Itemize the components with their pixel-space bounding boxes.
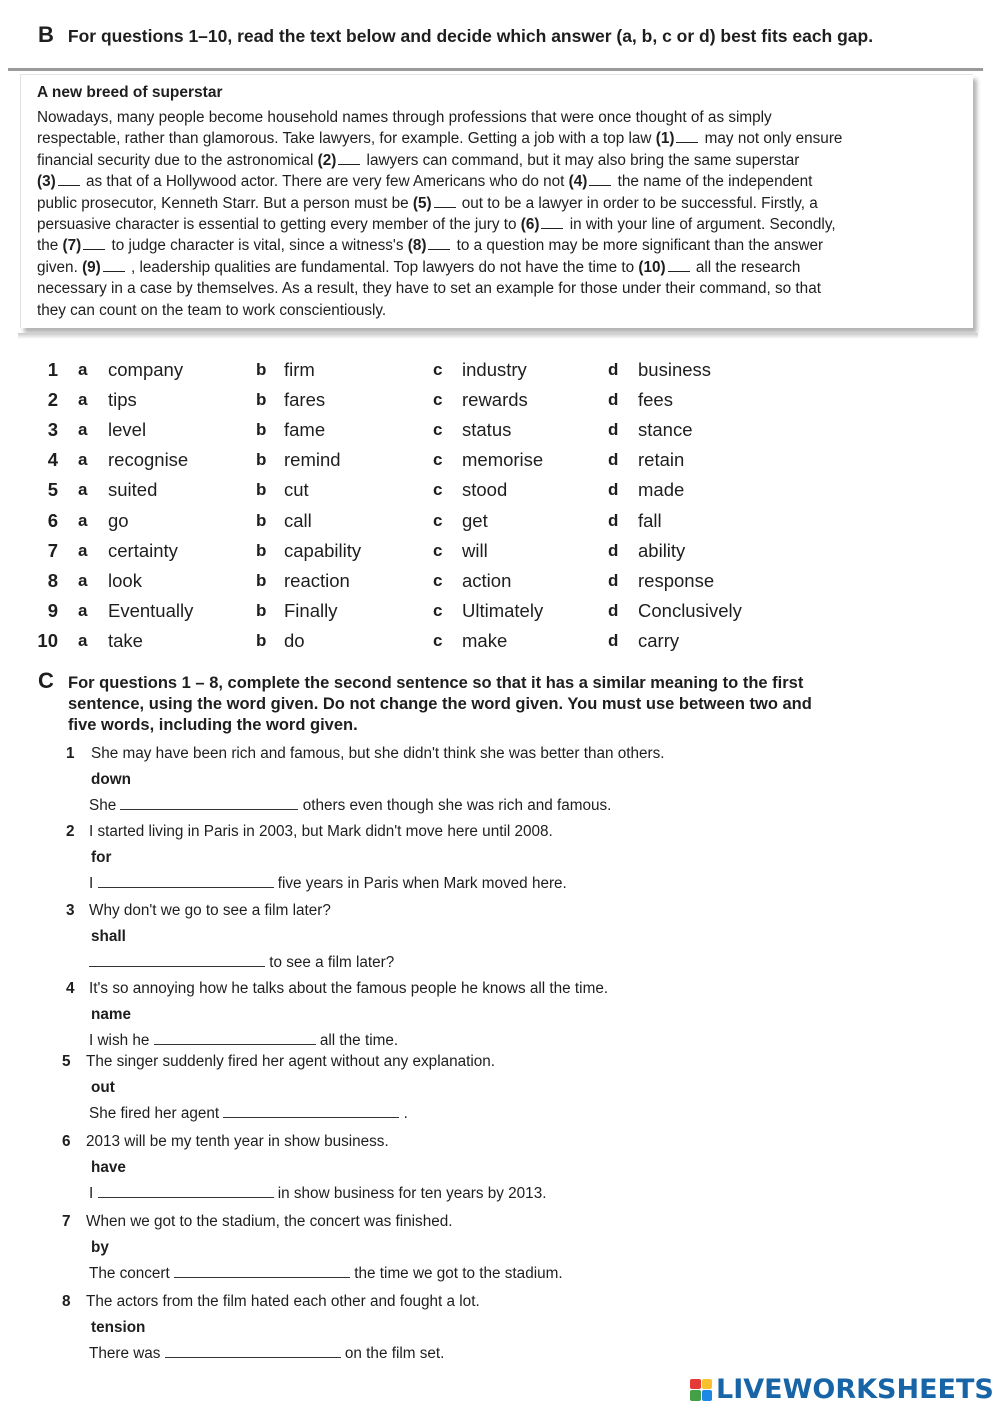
- option-c[interactable]: industry: [462, 359, 527, 380]
- answer-blank[interactable]: [89, 956, 265, 967]
- option-letter: a: [78, 570, 88, 590]
- section-c-letter: C: [38, 668, 54, 693]
- passage-line: [37, 237, 823, 255]
- option-c[interactable]: rewards: [462, 389, 528, 411]
- option-c[interactable]: will: [462, 539, 488, 561]
- gap-number: (2): [317, 151, 337, 169]
- option-a[interactable]: look: [108, 569, 142, 591]
- option-letter: c: [433, 360, 443, 379]
- sentence-end: on the film set.: [344, 1345, 445, 1362]
- option-letter: b: [256, 630, 267, 650]
- option-letter: d: [608, 600, 619, 620]
- passage-line: [37, 152, 799, 170]
- passage-text-segment: as that of a Hollywood actor. There are very few Americans who do not: [81, 173, 569, 191]
- option-c[interactable]: memorise: [462, 449, 544, 471]
- sentence-end: all the time.: [319, 1032, 399, 1049]
- key-word: tension: [91, 1319, 146, 1336]
- box-shadow-divider: [18, 333, 978, 339]
- gap-number: (3): [37, 173, 56, 191]
- original-sentence: I started living in Paris in 2003, but Mark didn't move here until 2008.: [89, 823, 553, 840]
- option-letter: b: [256, 360, 267, 379]
- option-letter: a: [78, 480, 88, 500]
- answer-blank[interactable]: [174, 1267, 350, 1278]
- option-letter: a: [78, 420, 88, 440]
- original-sentence: It's so annoying how he talks about the famous people he knows all the time.: [89, 980, 609, 997]
- sentence-end: to see a film later?: [269, 954, 395, 971]
- sentence-end: others even though she was rich and famous.: [302, 797, 612, 814]
- option-a[interactable]: level: [108, 419, 147, 441]
- answer-blank[interactable]: [120, 799, 298, 810]
- option-letter: d: [608, 390, 619, 410]
- passage-text-segment: in with your line of argument. Secondly,: [565, 216, 836, 233]
- passage-text-segment: to judge character is vital, since a witness's: [107, 237, 408, 255]
- question-number: 4: [47, 449, 58, 471]
- liveworksheets-logo: [690, 1374, 994, 1405]
- passage-line: [37, 109, 772, 127]
- answer-blank[interactable]: [98, 1187, 274, 1198]
- option-a[interactable]: take: [108, 629, 143, 651]
- question-number: 7: [47, 539, 58, 561]
- section-c-instruction: For questions 1 – 8, complete the second sentence so that it has a similar meaning to the first sentence, using the word given. Do not change the word given. You must use between two and five words, including the word given.: [68, 674, 812, 734]
- option-letter: d: [608, 480, 619, 500]
- option-a[interactable]: Eventually: [108, 599, 194, 621]
- logo-mark-icon: [690, 1379, 712, 1401]
- option-d[interactable]: fall: [638, 509, 662, 531]
- passage-text-segment: they can count on the team to work conscientiously.: [37, 301, 387, 319]
- item-number: 3: [66, 902, 75, 919]
- original-sentence: The actors from the film hated each other and fought a lot.: [86, 1293, 480, 1310]
- original-sentence: 2013 will be my tenth year in show business.: [86, 1133, 389, 1150]
- option-letter: d: [608, 450, 619, 470]
- section-b-letter: B: [38, 22, 54, 47]
- option-letter: c: [433, 450, 443, 470]
- passage-line: [37, 130, 842, 148]
- passage-text-segment: out to be a lawyer in order to be successful. Firstly, a: [457, 194, 818, 212]
- gap-number: (4): [568, 173, 588, 191]
- option-a[interactable]: suited: [108, 479, 158, 501]
- divider: [8, 68, 983, 71]
- option-letter: d: [608, 540, 619, 560]
- option-letter: b: [256, 480, 267, 500]
- option-b[interactable]: cut: [284, 479, 309, 501]
- passage-line: [37, 259, 800, 277]
- option-b[interactable]: firm: [284, 359, 315, 380]
- option-d[interactable]: response: [638, 569, 715, 591]
- option-letter: a: [78, 510, 88, 530]
- item-number: 1: [66, 745, 75, 762]
- option-letter: b: [256, 420, 267, 440]
- option-d[interactable]: business: [638, 359, 712, 380]
- option-c[interactable]: make: [462, 629, 508, 651]
- option-letter: c: [433, 420, 443, 440]
- sentence-start: She: [89, 797, 117, 814]
- option-c[interactable]: status: [462, 419, 512, 441]
- passage-text-segment: given.: [37, 258, 83, 276]
- option-b[interactable]: reaction: [284, 569, 350, 591]
- option-c[interactable]: stood: [462, 479, 508, 501]
- gap-blank[interactable]: [589, 174, 611, 186]
- sentence-start: She fired her agent: [89, 1105, 220, 1122]
- question-number: 8: [47, 569, 58, 591]
- sentence-end: five years in Paris when Mark moved here.: [277, 875, 567, 892]
- option-letter: a: [78, 360, 88, 379]
- sentence-start: I wish he: [89, 1032, 150, 1049]
- option-letter: c: [433, 600, 443, 620]
- gap-number: (9): [82, 258, 101, 276]
- option-d[interactable]: carry: [638, 629, 680, 651]
- item-number: 2: [66, 823, 75, 840]
- option-b[interactable]: remind: [284, 449, 341, 471]
- gap-blank[interactable]: [428, 238, 450, 250]
- sentence-end: .: [403, 1105, 408, 1122]
- option-letter: d: [608, 420, 619, 440]
- item-number: 7: [62, 1213, 71, 1230]
- gap-blank[interactable]: [668, 260, 690, 272]
- option-letter: a: [78, 450, 88, 470]
- passage-text-segment: all the research: [691, 258, 801, 276]
- answer-blank[interactable]: [223, 1107, 399, 1118]
- passage-text-segment: persuasive character is essential to getting every member of the jury to: [37, 216, 521, 233]
- answer-line: [89, 1032, 398, 1050]
- option-a[interactable]: tips: [108, 389, 137, 411]
- option-d[interactable]: fees: [638, 389, 673, 411]
- gap-blank[interactable]: [103, 260, 125, 272]
- option-letter: d: [608, 570, 619, 590]
- sentence-end: the time we got to the stadium.: [354, 1265, 563, 1282]
- option-letter: b: [256, 540, 267, 560]
- passage-text-segment: the name of the independent: [613, 173, 813, 191]
- option-b[interactable]: call: [284, 509, 312, 531]
- answer-blank[interactable]: [154, 1034, 316, 1045]
- passage-text-segment: to a question may be more significant than the answer: [452, 237, 824, 255]
- option-letter: d: [608, 510, 619, 530]
- option-letter: b: [256, 570, 267, 590]
- gap-number: (10): [638, 258, 666, 276]
- answer-blank[interactable]: [165, 1347, 341, 1358]
- option-d[interactable]: retain: [638, 449, 685, 471]
- option-letter: b: [256, 390, 267, 410]
- option-letter: a: [78, 390, 88, 410]
- key-word: down: [91, 771, 131, 788]
- key-word: name: [91, 1006, 131, 1023]
- question-number: 1: [47, 359, 58, 380]
- original-sentence: Why don't we go to see a film later?: [89, 902, 331, 919]
- passage-line: [37, 302, 386, 320]
- sentence-start: There was: [89, 1345, 161, 1362]
- passage-text-segment: public prosecutor, Kenneth Starr. But a person must be: [37, 194, 413, 212]
- option-a[interactable]: recognise: [108, 449, 189, 471]
- passage-title: A new breed of superstar: [37, 84, 223, 101]
- option-letter: a: [78, 630, 88, 650]
- option-c[interactable]: get: [462, 509, 488, 531]
- answer-line: [89, 1345, 444, 1363]
- passage-line: [37, 195, 818, 213]
- gap-number: (7): [62, 237, 82, 255]
- item-number: 8: [62, 1293, 71, 1310]
- option-b[interactable]: fame: [284, 419, 326, 441]
- option-letter: c: [433, 390, 443, 410]
- gap-number: (8): [407, 237, 427, 255]
- section-b-instruction: For questions 1–10, read the text below and decide which answer (a, b, c or d) best fits each gap.: [67, 26, 874, 46]
- passage-text-segment: the: [37, 237, 63, 255]
- option-b[interactable]: capability: [284, 539, 362, 561]
- option-letter: a: [78, 540, 88, 560]
- option-a[interactable]: go: [108, 509, 129, 531]
- option-letter: d: [608, 630, 619, 650]
- option-d[interactable]: made: [638, 479, 685, 501]
- gap-blank[interactable]: [541, 217, 563, 229]
- passage-text-segment: respectable, rather than glamorous. Take lawyers, for example. Getting a job with a top law: [37, 130, 656, 148]
- sentence-end: in show business for ten years by 2013.: [277, 1185, 547, 1202]
- question-number: 6: [47, 509, 58, 531]
- sentence-start: I: [89, 875, 94, 892]
- sentence-start: The concert: [89, 1265, 170, 1282]
- passage-text-segment: , leadership qualities are fundamental. Top lawyers do not have the time to: [126, 258, 639, 276]
- passage-text-segment: necessary in a case by themselves. As a result, they have to set an example for those under their command, so that: [37, 280, 821, 298]
- option-letter: b: [256, 450, 267, 470]
- option-c[interactable]: action: [462, 569, 512, 591]
- gap-number: (1): [655, 130, 675, 148]
- option-d[interactable]: ability: [638, 539, 686, 561]
- option-letter: c: [433, 570, 443, 590]
- key-word: out: [91, 1079, 115, 1096]
- passage-line: [37, 216, 836, 234]
- key-word: have: [91, 1159, 126, 1176]
- question-number: 3: [47, 419, 58, 441]
- option-letter: c: [433, 540, 443, 560]
- option-letter: b: [256, 600, 267, 620]
- option-letter: b: [256, 510, 267, 530]
- answer-line: [89, 875, 567, 893]
- option-d[interactable]: stance: [638, 419, 693, 441]
- item-number: 5: [62, 1053, 71, 1070]
- original-sentence: She may have been rich and famous, but she didn't think she was better than others.: [91, 745, 665, 762]
- option-letter: c: [433, 480, 443, 500]
- option-b[interactable]: Finally: [284, 599, 338, 621]
- passage-text-segment: Nowadays, many people become household names through professions that were once thought of as simply: [37, 109, 772, 126]
- original-sentence: The singer suddenly fired her agent without any explanation.: [86, 1053, 496, 1070]
- question-number: 2: [47, 389, 58, 411]
- question-number: 10: [37, 629, 58, 651]
- answer-line: [89, 1105, 408, 1123]
- answer-line: [89, 797, 611, 815]
- answer-line: [89, 1185, 546, 1203]
- passage-text-segment: financial security due to the astronomical: [37, 151, 318, 169]
- key-word: by: [91, 1239, 109, 1256]
- option-letter: c: [433, 630, 443, 650]
- option-b[interactable]: do: [284, 629, 305, 651]
- key-word: for: [91, 849, 112, 866]
- option-letter: a: [78, 600, 88, 620]
- passage-line: [37, 280, 821, 298]
- option-b[interactable]: fares: [284, 389, 326, 411]
- question-number: 5: [47, 479, 58, 501]
- gap-number: (6): [520, 216, 540, 233]
- item-number: 4: [66, 980, 75, 997]
- answer-line: [89, 1265, 563, 1283]
- sentence-start: I: [89, 1185, 94, 1202]
- answer-blank[interactable]: [98, 877, 274, 888]
- item-number: 6: [62, 1133, 71, 1150]
- option-d[interactable]: Conclusively: [638, 599, 742, 621]
- passage-text-segment: may not only ensure: [700, 130, 843, 148]
- gap-blank[interactable]: [338, 153, 360, 165]
- option-c[interactable]: Ultimately: [462, 599, 544, 621]
- section-b-heading: [38, 22, 873, 48]
- answer-line: [89, 954, 394, 972]
- passage-line: [37, 173, 812, 191]
- key-word: shall: [91, 928, 126, 945]
- option-letter: d: [608, 360, 619, 379]
- option-letter: c: [433, 510, 443, 530]
- gap-blank[interactable]: [83, 238, 105, 250]
- question-number: 9: [47, 599, 58, 621]
- gap-blank[interactable]: [58, 174, 80, 186]
- gap-blank[interactable]: [434, 196, 456, 208]
- gap-blank[interactable]: [676, 131, 698, 143]
- option-a[interactable]: certainty: [108, 539, 178, 561]
- option-a[interactable]: company: [108, 359, 184, 380]
- passage-text-segment: lawyers can command, but it may also bring the same superstar: [362, 151, 800, 169]
- gap-number: (5): [412, 194, 432, 212]
- original-sentence: When we got to the stadium, the concert was finished.: [86, 1213, 453, 1230]
- logo-text: LIVEWORKSHEETS: [716, 1374, 994, 1405]
